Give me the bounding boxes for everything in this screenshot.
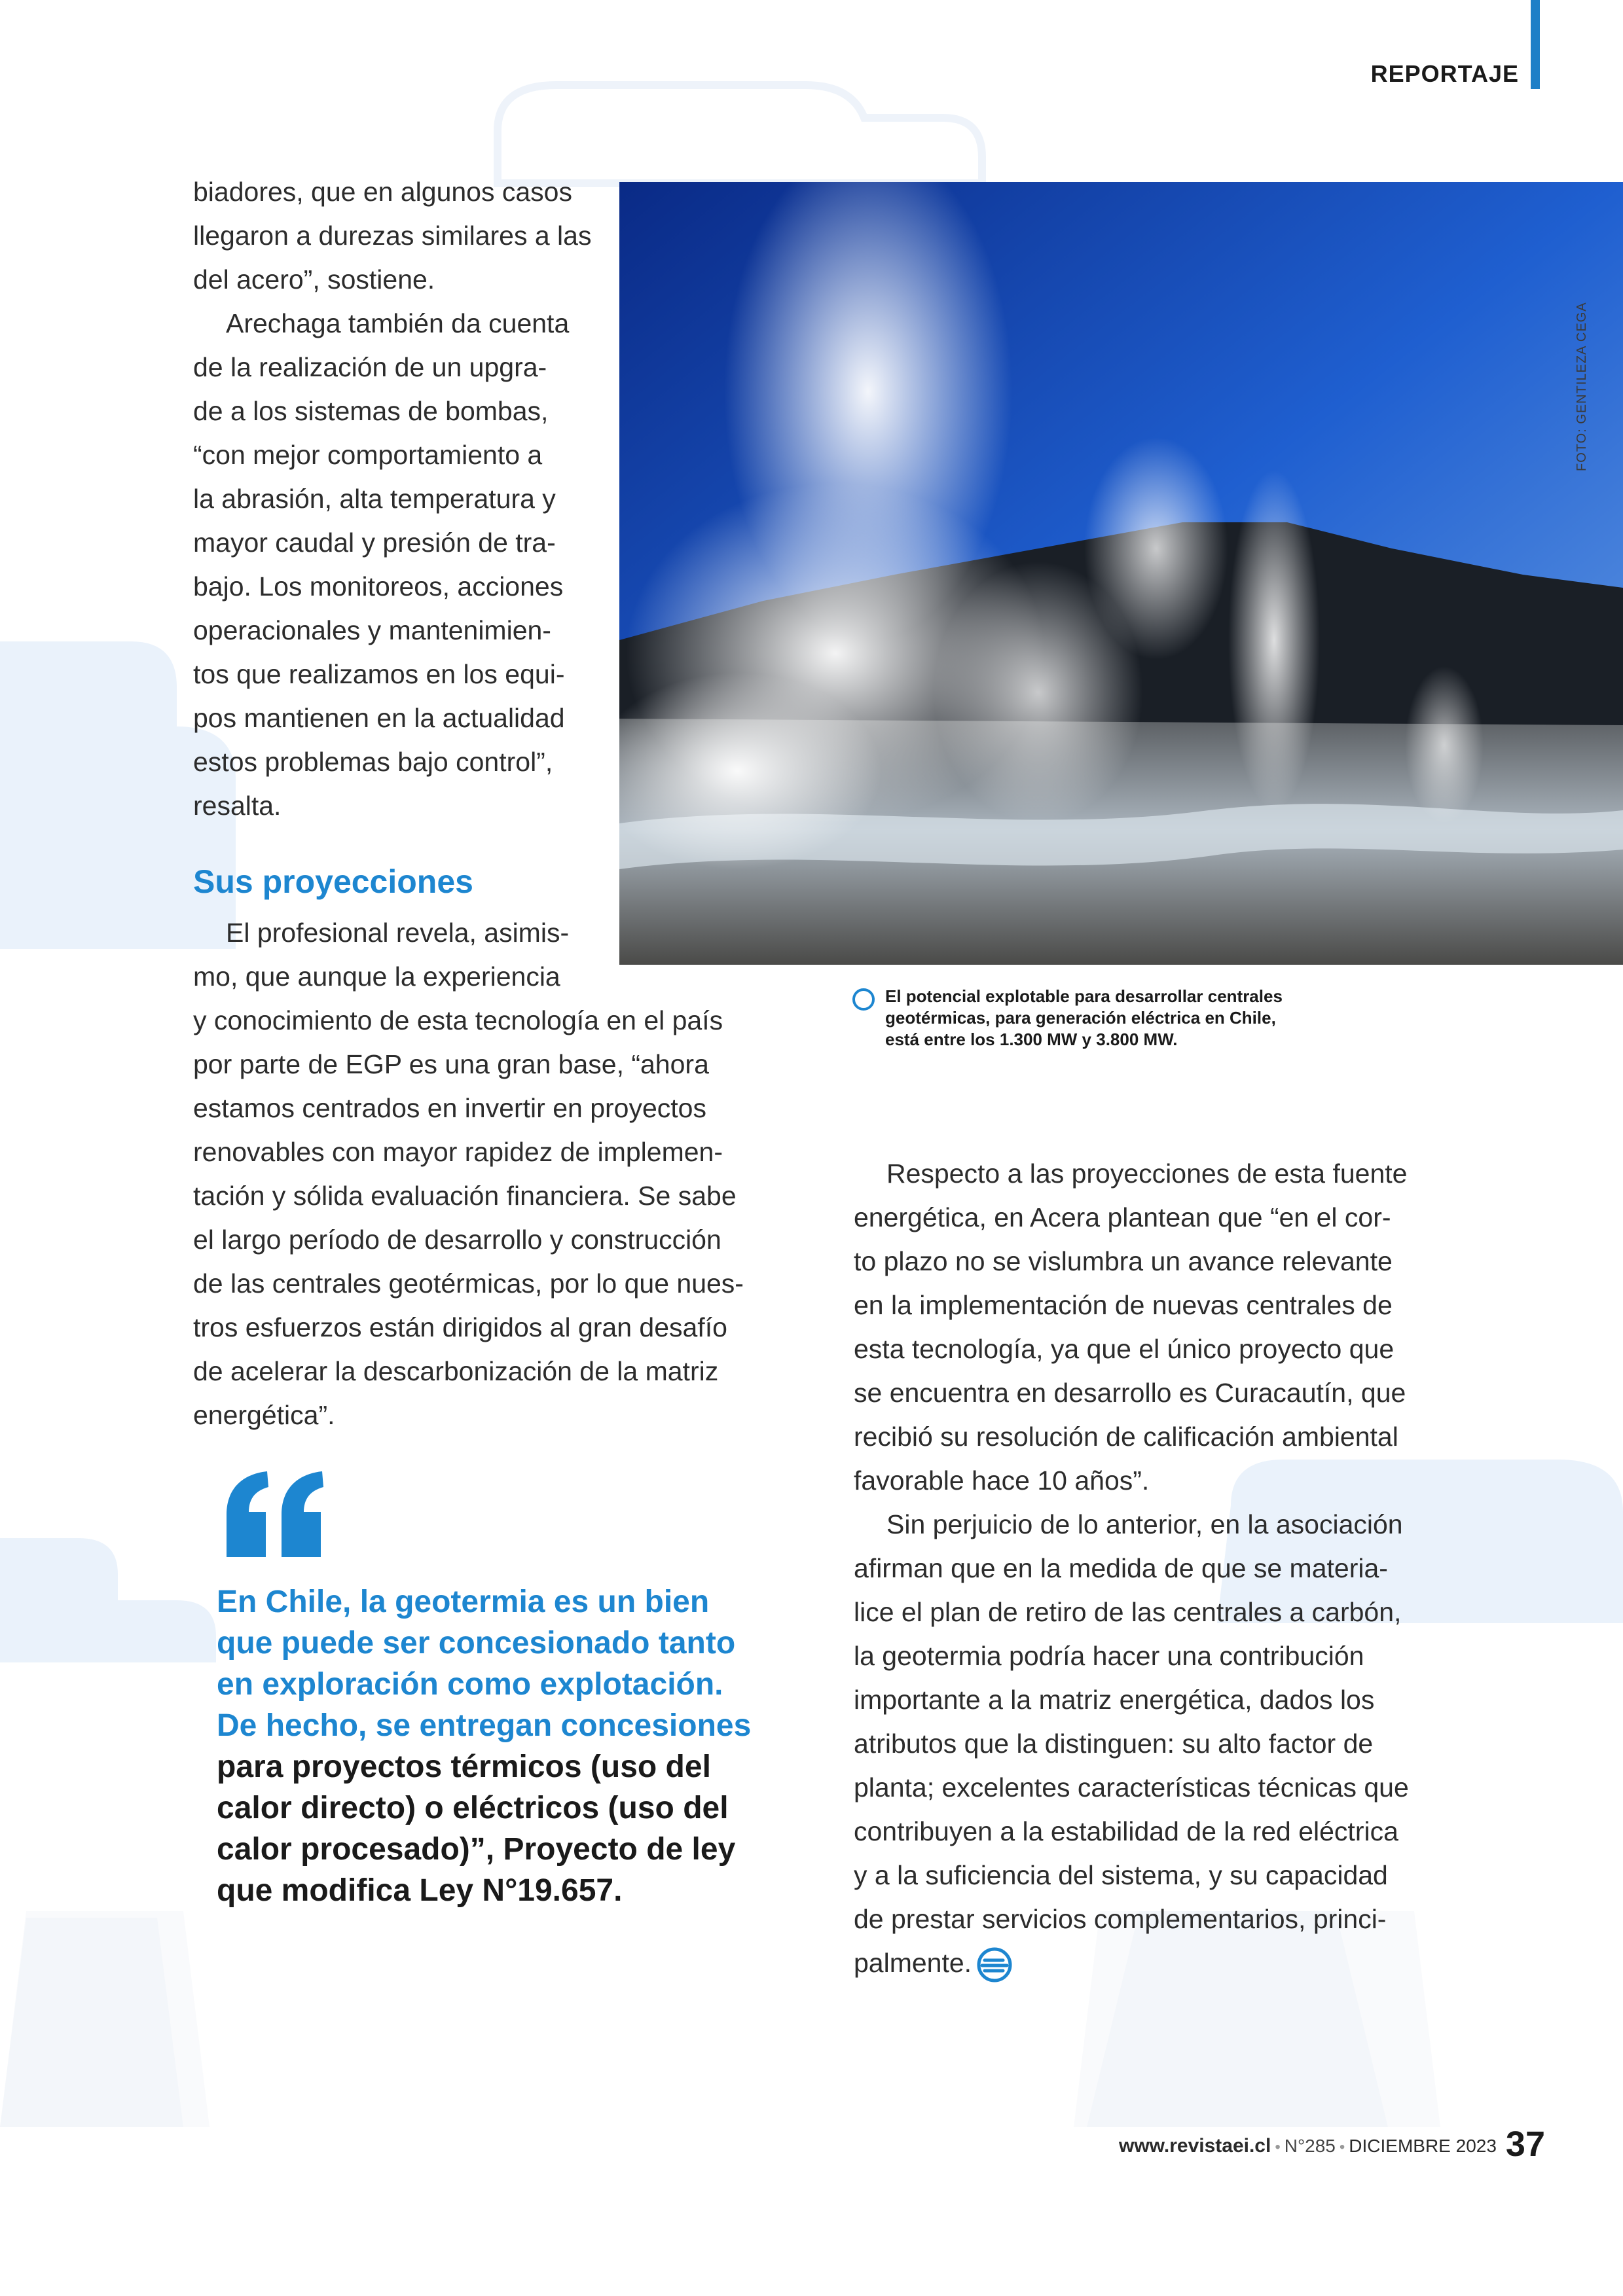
- pull-quote: [217, 1581, 751, 1911]
- footer-separator: •: [1339, 2138, 1345, 2156]
- photo-credit: FOTO: GENTILEZA CEGA: [1575, 302, 1589, 471]
- text-line: la abrasión, alta temperatura y: [193, 484, 556, 514]
- page-number: 37: [1505, 2125, 1545, 2164]
- text-line: favorable hace 10 años”.: [854, 1465, 1150, 1496]
- left-column-top-text: [193, 170, 591, 828]
- text-line: pos mantienen en la actualidad: [193, 703, 565, 733]
- text-line: recibió su resolución de calificación ambiental: [854, 1422, 1398, 1452]
- text-line: el largo período de desarrollo y construcción: [193, 1225, 721, 1255]
- text-line: estos problemas bajo control”,: [193, 747, 553, 777]
- left-column-bottom-text: [193, 911, 744, 1437]
- text-line: energética, en Acera plantean que “en el cor-: [854, 1202, 1391, 1232]
- text-line: mo, que aunque la experiencia: [193, 961, 560, 992]
- text-line: Sin perjuicio de lo anterior, en la asociación: [886, 1509, 1403, 1539]
- quote-line: De hecho, se entregan concesiones: [217, 1708, 752, 1743]
- quote-line: calor procesado)”, Proyecto de ley: [217, 1832, 736, 1867]
- text-line: de prestar servicios complementarios, princi-: [854, 1904, 1387, 1934]
- text-line: operacionales y mantenimien-: [193, 615, 551, 645]
- section-label: REPORTAJE: [1370, 60, 1519, 87]
- text-line: tos que realizamos en los equi-: [193, 659, 565, 689]
- footer-date: DICIEMBRE 2023: [1349, 2136, 1497, 2156]
- quote-line: en exploración como explotación.: [217, 1667, 723, 1702]
- footer-separator: •: [1275, 2138, 1281, 2156]
- text-line: de la realización de un upgra-: [193, 352, 547, 382]
- text-line: Respecto a las proyecciones de esta fuente: [886, 1158, 1408, 1189]
- text-line: se encuentra en desarrollo es Curacautín, que: [854, 1378, 1406, 1408]
- quote-mark-icon: [213, 1469, 335, 1562]
- subheading: Sus proyecciones: [193, 863, 473, 900]
- footer-url: www.revistaei.cl: [1118, 2135, 1271, 2157]
- text-line: planta; excelentes características técnicas que: [854, 1772, 1409, 1803]
- section-accent-bar: [1531, 0, 1540, 89]
- text-line: afirman que en la medida de que se materia-: [854, 1553, 1388, 1583]
- text-line: biadores, que en algunos casos: [193, 177, 572, 207]
- text-line: por parte de EGP es una gran base, “ahora: [193, 1049, 709, 1079]
- footer-issue: N°285: [1284, 2136, 1336, 2156]
- text-line: Arechaga también da cuenta: [226, 308, 570, 338]
- text-line: lice el plan de retiro de las centrales a carbón,: [854, 1597, 1402, 1627]
- caption-line: geotérmicas, para generación eléctrica en Chile,: [885, 1008, 1276, 1028]
- text-line: palmente.: [854, 1948, 972, 1978]
- right-column-text: [854, 1152, 1409, 1985]
- text-line: y conocimiento de esta tecnología en el país: [193, 1005, 723, 1035]
- text-line: de acelerar la descarbonización de la matriz: [193, 1356, 719, 1386]
- photo-caption: [885, 986, 1283, 1050]
- article-end-icon: [977, 1947, 1012, 1982]
- text-line: tros esfuerzos están dirigidos al gran desafío: [193, 1312, 727, 1342]
- text-line: contribuyen a la estabilidad de la red eléctrica: [854, 1816, 1398, 1846]
- text-line: to plazo no se vislumbra un avance relevante: [854, 1246, 1393, 1276]
- text-line: la geotermia podría hacer una contribución: [854, 1641, 1364, 1671]
- text-line: tación y sólida evaluación financiera. Se sabe: [193, 1181, 737, 1211]
- quote-line: que modifica Ley N°19.657.: [217, 1873, 623, 1908]
- text-line: llegaron a durezas similares a las: [193, 221, 592, 251]
- text-line: renovables con mayor rapidez de implemen-: [193, 1137, 723, 1167]
- quote-line: que puede ser concesionado tanto: [217, 1626, 736, 1660]
- text-line: estamos centrados en invertir en proyectos: [193, 1093, 706, 1123]
- final-line: [854, 1941, 1409, 1985]
- text-line: atributos que la distinguen: su alto factor de: [854, 1729, 1374, 1759]
- quote-line: para proyectos térmicos (uso del: [217, 1749, 711, 1784]
- caption-line: El potencial explotable para desarrollar centrales: [885, 986, 1283, 1006]
- page-footer: [982, 2124, 1545, 2164]
- text-line: importante a la matriz energética, dados los: [854, 1685, 1375, 1715]
- text-line: de las centrales geotérmicas, por lo que nues-: [193, 1268, 744, 1299]
- geyser-photo: [619, 182, 1623, 965]
- text-line: del acero”, sostiene.: [193, 264, 435, 295]
- text-line: bajo. Los monitoreos, acciones: [193, 571, 564, 601]
- caption-line: está entre los 1.300 MW y 3.800 MW.: [885, 1030, 1178, 1049]
- quote-line: En Chile, la geotermia es un bien: [217, 1585, 710, 1619]
- text-line: esta tecnología, ya que el único proyecto que: [854, 1334, 1395, 1364]
- text-line: El profesional revela, asimis-: [226, 918, 570, 948]
- text-line: resalta.: [193, 791, 282, 821]
- text-line: mayor caudal y presión de tra-: [193, 528, 556, 558]
- text-line: energética”.: [193, 1400, 335, 1430]
- quote-line: calor directo) o eléctricos (uso del: [217, 1791, 729, 1825]
- text-line: “con mejor comportamiento a: [193, 440, 543, 470]
- text-line: en la implementación de nuevas centrales de: [854, 1290, 1393, 1320]
- text-line: y a la suficiencia del sistema, y su capacidad: [854, 1860, 1388, 1890]
- caption-bullet-icon: [852, 988, 875, 1011]
- text-line: de a los sistemas de bombas,: [193, 396, 549, 426]
